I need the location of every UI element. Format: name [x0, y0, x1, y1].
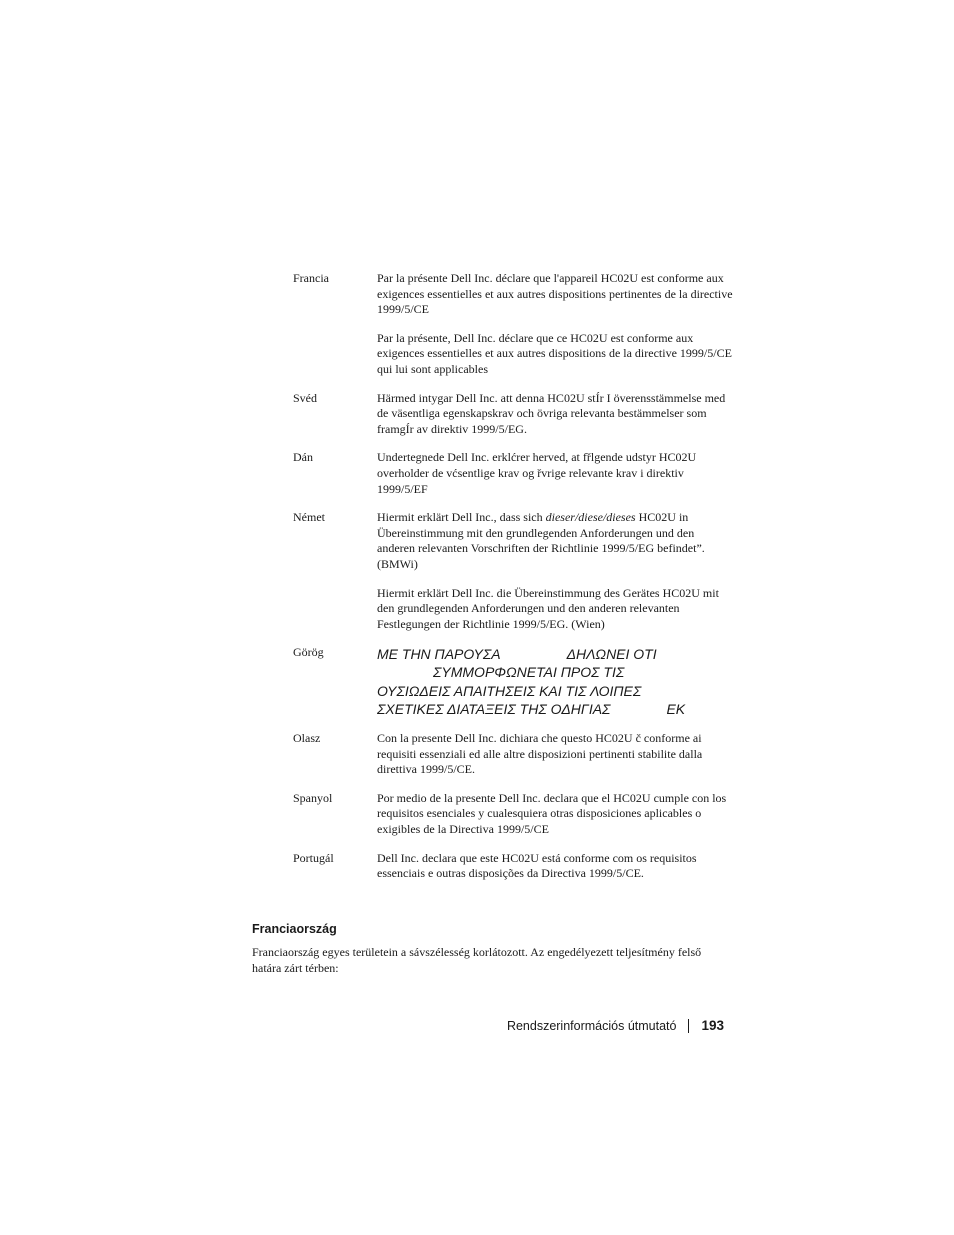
declaration-paragraph: Por medio de la presente Dell Inc. declara que el HC02U cumple con los requisitos esenciales y cualesquiera otras disposiciones aplicables o exigibles de la Directiva 1999/5/CE	[377, 790, 727, 837]
declaration-paragraph: Undertegnede Dell Inc. erklćrer herved, at fřlgende udstyr HC02U overholder de vćsentlige krav og řvrige relevante krav i direktiv 1999/5/EF	[377, 450, 697, 496]
greek-line	[377, 700, 733, 718]
declaration-paragraph: Par la présente Dell Inc. déclare que l'appareil HC02U est conforme aux exigences essentielles et aux autres dispositions pertinentes de la directive 1999/5/CE	[377, 271, 733, 317]
declaration-row-italian	[293, 731, 733, 778]
language-label: Spanyol	[293, 790, 333, 805]
language-label: Dán	[293, 450, 313, 465]
declaration-row-danish	[293, 450, 733, 497]
declaration-row-portuguese	[293, 851, 733, 882]
declaration-paragraph: Dell Inc. declara que este HC02U está conforme com os requisitos essenciais e outras disposições da Directiva 1999/5/CE.	[377, 850, 697, 881]
greek-line: ΣΥΜΜΟΡΦΩΝΕΤΑΙ ΠΡΟΣ ΤΙΣ	[433, 664, 625, 681]
footer-title: Rendszerinformációs útmutató	[506, 1018, 677, 1033]
italic-text: dieser/diese/dieses	[545, 510, 636, 525]
declarations-table	[293, 271, 733, 895]
language-label: Francia	[293, 271, 329, 285]
language-label: Svéd	[293, 390, 317, 405]
declaration-text	[377, 510, 733, 632]
declaration-text	[377, 851, 733, 882]
declaration-paragraph: Härmed intygar Dell Inc. att denna HC02U stÍr I överensstämmelse med de väsentliga egenskapskrav och övriga relevanta bestämmelser som framgÍr av direktiv 1999/5/EG.	[377, 390, 726, 436]
language-label: Német	[293, 510, 325, 525]
declaration-paragraph: Par la présente, Dell Inc. déclare que ce HC02U est conforme aux exigences essentielles et aux autres dispositions de la directive 1999/5/CE qui lui sont applicables	[377, 330, 732, 376]
language-label: Portugál	[293, 850, 334, 865]
declaration-row-german	[293, 510, 733, 632]
text-span: HC02U in Übereinstimmung mit den grundlegenden Anforderungen und den anderen relevanten Vorschriften der Richtlinie 1999/5/EG befindet”. (BMWi)	[377, 510, 705, 571]
greek-line: ΟΥΣΙΩΔΕΙΣ ΑΠΑΙΤΗΣΕΙΣ ΚΑΙ ΤΙΣ ΛΟΙΠΕΣ	[377, 682, 642, 699]
declaration-row-greek	[293, 645, 733, 718]
declaration-text	[377, 271, 733, 378]
declaration-row-swedish	[293, 391, 733, 438]
page-footer	[507, 1018, 724, 1033]
declaration-paragraph	[377, 510, 733, 572]
declaration-paragraph: Con la presente Dell Inc. dichiara che questo HC02U č conforme ai requisiti essenziali ed alle altre disposizioni pertinenti stabilite dalla direttiva 1999/5/CE.	[377, 731, 703, 777]
declaration-text	[377, 391, 733, 438]
language-label: Görög	[293, 645, 324, 660]
declaration-row-french	[293, 271, 733, 378]
language-label: Olasz	[293, 731, 321, 746]
declaration-paragraph: Hiermit erklärt Dell Inc. die Übereinstimmung des Gerätes HC02U mit den grundlegenden Anforderungen und den anderen relevanten Festlegungen der Richtlinie 1999/5/EG. (Wien)	[377, 585, 719, 631]
footer-divider	[688, 1019, 689, 1033]
greek-text: ΕΚ	[666, 700, 686, 717]
text-span: Hiermit erklärt Dell Inc., dass sich	[377, 510, 546, 525]
section-heading: Franciaország	[252, 922, 337, 936]
greek-text: ΜΕ ΤΗΝ ΠΑΡΟΥΣΑ	[377, 646, 501, 663]
declaration-text	[377, 450, 733, 497]
greek-text: ΔΗΛΩΝΕΙ ΟΤΙ	[566, 646, 657, 663]
section-body: Franciaország egyes területein a sávszélesség korlátozott. Az engedélyezett teljesítmény felső határa zárt térben:	[252, 945, 702, 975]
page-number: 193	[701, 1018, 724, 1033]
greek-line	[377, 645, 733, 663]
declaration-text	[377, 791, 733, 838]
declaration-text	[377, 731, 733, 778]
greek-text: ΣΧΕΤΙΚΕΣ ΔΙΑΤΑΞΕΙΣ ΤΗΣ ΟΔΗΓΙΑΣ	[377, 700, 611, 717]
declaration-text-greek	[377, 645, 733, 718]
declaration-row-spanish	[293, 791, 733, 838]
